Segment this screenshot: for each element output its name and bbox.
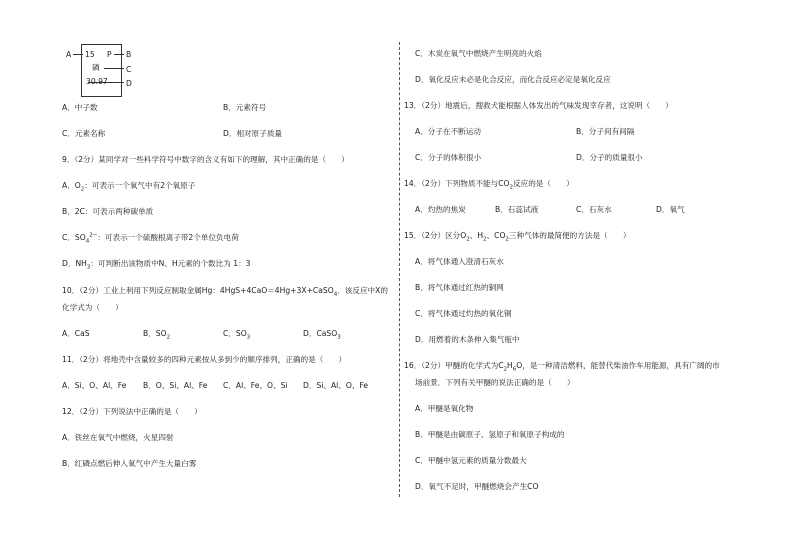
q12-stem: 12．（2分）下列说法中正确的是（ ）: [62, 407, 202, 416]
q8-option-c: C．元素名称: [62, 129, 106, 138]
q14-stem: 14．（2分）下列物质不能与$CO_2$反应的是（ ）: [404, 179, 574, 191]
q15-stem: 15．（2分）区分$O_2$、$H_2$、$CO_2$三种气体的最简便的方法是（ ）: [404, 231, 631, 243]
q9-option-a: A．$O_2$：可表示一个氧气中有2个氧原子: [62, 181, 196, 193]
q15-option-c: C．将气体通过灼热的氧化铜: [415, 309, 512, 318]
pointer-label-c: C: [126, 65, 132, 74]
atomic-number: 15: [85, 50, 95, 59]
q9-option-c: C．$SO_4^{2-}$：可表示一个硫酸根离子带2个单位负电荷: [62, 232, 239, 245]
pointer-label-a: A: [66, 50, 72, 59]
pointer-line-b: [114, 54, 124, 55]
q8-option-a: A．中子数: [62, 103, 98, 112]
pointer-label-b: B: [126, 50, 132, 59]
q14-option-d: D．氧气: [656, 205, 685, 214]
q16-stem-line1: 16．（2分）甲醚的化学式为$C_2H_6O$，是一种清洁燃料，能替代柴油作车用能源，具有广阔的市: [404, 361, 720, 373]
q15-option-d: D．用燃着的木条伸入集气瓶中: [415, 335, 520, 344]
q11-option-d: D．Si、Al、O、Fe: [303, 381, 369, 390]
q11-stem: 11．（2分）将地壳中含量较多的四种元素按从多到少的顺序排列，正确的是（ ）: [62, 355, 347, 364]
q16-option-d: D．氧气不足时，甲醚燃烧会产生CO: [415, 482, 539, 491]
q11-option-c: C．Al、Fe、O、Si: [223, 381, 288, 390]
q15-option-a: A．将气体通入澄清石灰水: [415, 257, 504, 266]
q12-option-a: A．铁丝在氧气中燃烧，火星四射: [62, 433, 174, 442]
pointer-line-c: [104, 68, 124, 69]
q11-option-a: A．Si、O、Al、Fe: [62, 381, 127, 390]
q9-option-b: B．2C：可表示两种碳单质: [62, 207, 154, 216]
q13-option-d: D．分子的质量很小: [576, 153, 643, 162]
pointer-line-a: [73, 54, 83, 55]
q12-option-c: C．木炭在氧气中燃烧产生明亮的火焰: [415, 49, 542, 58]
q11-option-b: B．O、Si、Al、Fe: [143, 381, 208, 390]
q16-option-b: B．甲醚是由碳原子、氢原子和氧原子构成的: [415, 430, 565, 439]
q9-stem: 9．（2分）某同学对一些科学符号中数字的含义有如下的理解，其中正确的是（ ）: [62, 155, 349, 164]
q13-stem: 13．（2分）地震后，搜救犬能根据人体发出的气味发现幸存者，这说明（ ）: [404, 101, 673, 110]
q13-option-a: A．分子在不断运动: [415, 127, 481, 136]
q9-option-d: D．$NH_3$：可判断出该物质中N、H元素的个数比为 1：3: [62, 259, 251, 271]
q10-option-c: C．$SO_3$: [223, 329, 251, 341]
element-name: 磷: [92, 63, 100, 72]
q12-option-b: B．红磷点燃后伸入氧气中产生大量白雾: [62, 459, 197, 468]
pointer-label-d: D: [126, 79, 132, 88]
q13-option-b: B．分子间有间隔: [576, 127, 635, 136]
q14-option-c: C．石灰水: [576, 205, 612, 214]
element-symbol: P: [107, 50, 112, 59]
q14-option-b: B．石蕊试液: [495, 205, 539, 214]
q8-option-d: D．相对原子质量: [223, 129, 283, 138]
q8-option-b: B．元素符号: [223, 103, 267, 112]
q14-option-a: A．灼热的焦炭: [415, 205, 466, 214]
q16-option-c: C．甲醚中氢元素的质量分数最大: [415, 456, 527, 465]
q16-stem-line2: 场前景．下列有关甲醚的说法正确的是（ ）: [415, 378, 575, 387]
q13-option-c: C．分子的体积很小: [415, 153, 482, 162]
q10-option-d: D．CaSO$_3$: [303, 329, 341, 341]
q16-option-a: A．甲醚是氧化物: [415, 404, 474, 413]
q12-option-d: D．氧化反应未必是化合反应，而化合反应必定是氧化反应: [415, 75, 611, 84]
q10-stem-line1: 10．（2分）工业上利用下列反应制取金属Hg：4HgS+4CaO＝4Hg+3X+CaSO$_4$．该反应中X的: [62, 286, 388, 298]
atomic-mass: 30.97: [86, 77, 108, 86]
q10-stem-line2: 化学式为（ ）: [62, 303, 123, 312]
q10-option-a: A．CaS: [62, 329, 90, 338]
q15-option-b: B．将气体通过红热的铜网: [415, 283, 504, 292]
column-divider: [399, 42, 400, 497]
q10-option-b: B．$SO_2$: [143, 329, 171, 341]
